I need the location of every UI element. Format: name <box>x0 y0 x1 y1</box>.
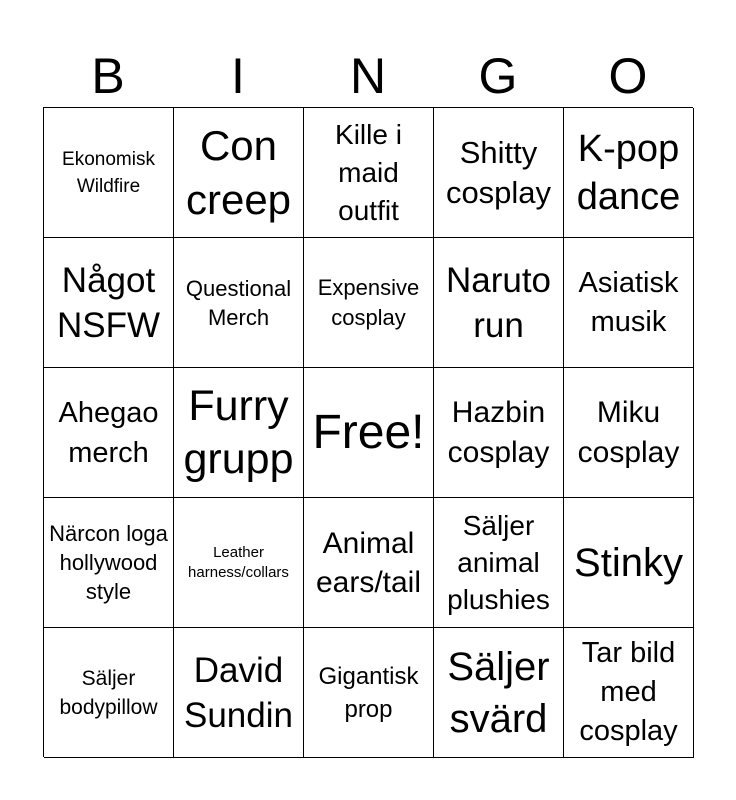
bingo-header <box>43 45 693 107</box>
bingo-cell[interactable]: Säljer animal plushies <box>434 498 564 628</box>
bingo-cell[interactable]: Expensive cosplay <box>304 238 434 368</box>
bingo-cell[interactable]: Närcon loga hollywood style <box>44 498 174 628</box>
bingo-cell[interactable]: Hazbin cosplay <box>434 368 564 498</box>
bingo-cell[interactable]: Miku cosplay <box>564 368 694 498</box>
bingo-cell[interactable]: Säljer svärd <box>434 628 564 758</box>
bingo-cell[interactable]: Gigantisk prop <box>304 628 434 758</box>
bingo-cell[interactable]: Leather harness/collars <box>174 498 304 628</box>
bingo-cell[interactable]: Shitty cosplay <box>434 108 564 238</box>
bingo-cell[interactable]: Questional Merch <box>174 238 304 368</box>
bingo-cell[interactable]: Ahegao merch <box>44 368 174 498</box>
bingo-cell[interactable]: Animal ears/tail <box>304 498 434 628</box>
bingo-cell[interactable]: Säljer bodypillow <box>44 628 174 758</box>
header-letter-n: N <box>349 48 387 104</box>
bingo-cell[interactable]: Kille i maid outfit <box>304 108 434 238</box>
bingo-cell[interactable]: Tar bild med cosplay <box>564 628 694 758</box>
bingo-cell[interactable]: Stinky <box>564 498 694 628</box>
bingo-cell[interactable]: Ekonomisk Wildfire <box>44 108 174 238</box>
header-letter-b: B <box>91 48 125 104</box>
header-letter-i: I <box>231 48 245 104</box>
bingo-cell[interactable]: Furry grupp <box>174 368 304 498</box>
bingo-grid <box>43 107 693 757</box>
bingo-cell[interactable]: Något NSFW <box>44 238 174 368</box>
bingo-cell[interactable]: David Sundin <box>174 628 304 758</box>
bingo-cell[interactable]: Con creep <box>174 108 304 238</box>
header-letter-g: G <box>478 48 518 104</box>
bingo-cell[interactable]: Naruto run <box>434 238 564 368</box>
bingo-cell free-space[interactable]: Free! <box>304 368 434 498</box>
bingo-cell[interactable]: K-pop dance <box>564 108 694 238</box>
header-letter-o: O <box>608 48 648 104</box>
bingo-cell[interactable]: Asiatisk musik <box>564 238 694 368</box>
